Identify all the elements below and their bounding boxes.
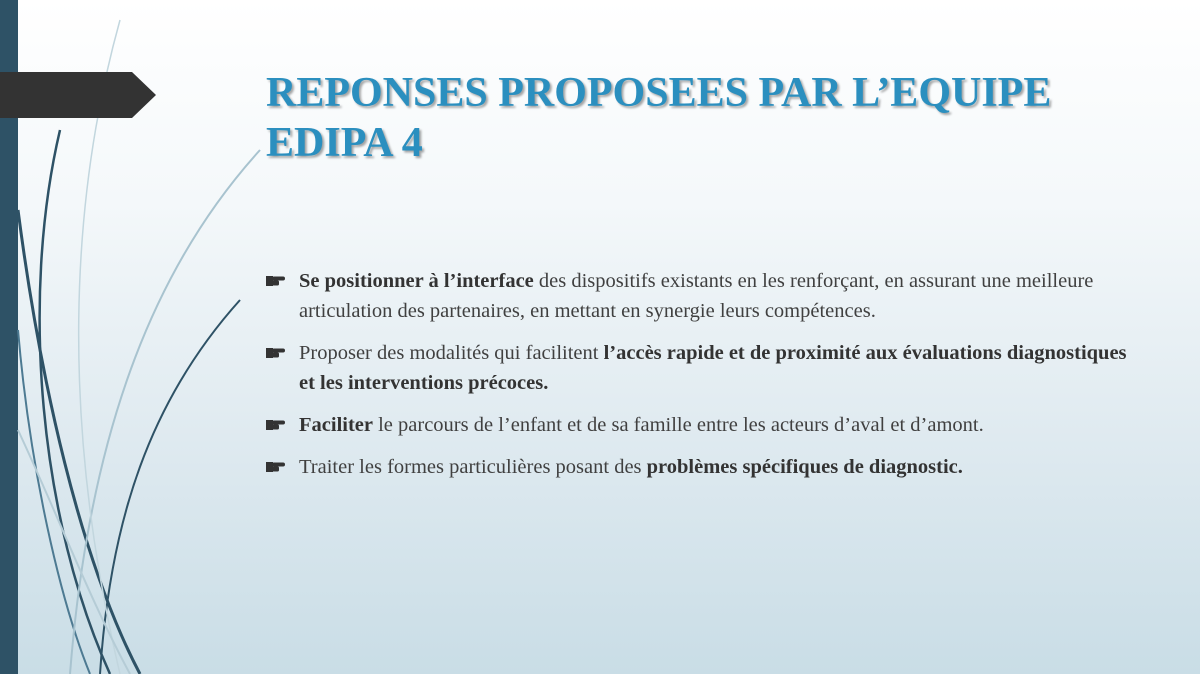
- bullet-4-text: Traiter les formes particulières posant des: [299, 456, 647, 478]
- bullet-3-bold: Faciliter: [299, 414, 373, 436]
- bullet-1-text: des dispositifs existants en les renforçant, en assurant une meilleure articulation des partenaires, en mettant en synergie leurs compétences.: [299, 270, 1094, 322]
- bullet-4-bold: problèmes spécifiques de diagnostic.: [646, 456, 963, 478]
- bullet-item-interface: [266, 266, 1146, 326]
- bullet-3-text: le parcours de l’enfant et de sa famille entre les acteurs d’aval et d’amont.: [372, 414, 984, 436]
- pointing-hand-icon: [266, 347, 286, 359]
- bullet-item-acces: [266, 338, 1146, 398]
- bullet-item-diagnostic: [266, 452, 1146, 482]
- bullet-list: [266, 266, 1146, 494]
- bullet-1-bold: Se positionner à l’interface: [299, 270, 534, 292]
- bullet-item-parcours: [266, 410, 1146, 440]
- slide-title: [266, 68, 1166, 168]
- slide-title-line-1: REPONSES PROPOSEES PAR L’EQUIPE: [266, 70, 1052, 116]
- pointing-hand-icon: [266, 275, 286, 287]
- slide-title-line-2: EDIPA 4: [266, 120, 423, 166]
- arrow-tab-decoration: [0, 72, 156, 118]
- bullet-2-bold: l’accès rapide et de proximité aux évaluations diagnostiques et les interventions précoces.: [299, 342, 1127, 394]
- pointing-hand-icon: [266, 461, 286, 473]
- bullet-2-text: Proposer des modalités qui facilitent: [299, 342, 604, 364]
- pointing-hand-icon: [266, 419, 286, 431]
